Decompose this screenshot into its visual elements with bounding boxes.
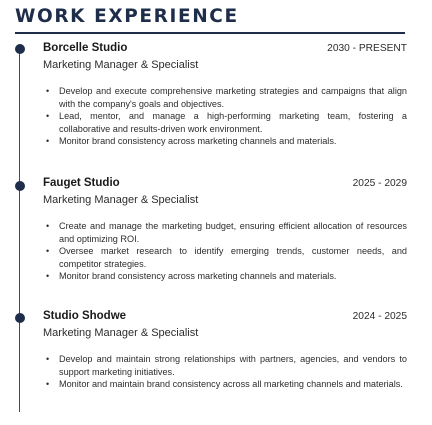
bullet-icon: • <box>46 86 50 96</box>
timeline-dot <box>15 181 25 191</box>
bullet-icon: • <box>46 354 50 364</box>
experience-entry <box>43 177 407 283</box>
responsibility-text: Lead, mentor, and manage a high-performing marketing team, fostering a collaborative and results-driven work environment. <box>59 111 407 134</box>
responsibility-text: Monitor brand consistency across marketing channels and materials. <box>59 136 337 147</box>
responsibility-item <box>43 245 407 270</box>
bullet-icon: • <box>46 136 50 147</box>
bullet-icon: • <box>46 379 50 390</box>
responsibility-item <box>43 270 407 283</box>
entry-header <box>43 177 407 194</box>
section-title: WORK EXPERIENCE <box>15 6 239 27</box>
responsibility-text: Oversee market research to identify emerging trends, customer needs, and competitor strategies. <box>59 246 407 269</box>
responsibility-item <box>43 353 407 378</box>
responsibility-text: Develop and execute comprehensive marketing strategies and campaigns that align with the company's goals and objectives. <box>59 86 407 109</box>
responsibility-list <box>43 353 407 391</box>
responsibility-text: Develop and maintain strong relationships with partners, agencies, and vendors to support marketing initiatives. <box>59 354 407 377</box>
timeline-dot <box>15 313 25 323</box>
responsibility-item <box>43 135 407 148</box>
company-name: Borcelle Studio <box>43 42 128 54</box>
responsibility-text: Create and manage the marketing budget, ensuring efficient allocation of resources and optimizing ROI. <box>59 221 407 244</box>
entry-header <box>43 42 407 59</box>
responsibility-text: Monitor and maintain brand consistency across all marketing channels and materials. <box>59 379 403 390</box>
company-name: Fauget Studio <box>43 177 120 189</box>
responsibility-item <box>43 110 407 135</box>
bullet-icon: • <box>46 271 50 282</box>
experience-entry <box>43 310 407 391</box>
job-title: Marketing Manager & Specialist <box>43 59 199 71</box>
employment-dates: 2025 - 2029 <box>352 178 407 189</box>
job-title: Marketing Manager & Specialist <box>43 194 199 206</box>
job-title: Marketing Manager & Specialist <box>43 327 199 339</box>
title-divider <box>15 32 405 34</box>
company-name: Studio Shodwe <box>43 310 127 322</box>
entry-header <box>43 310 407 327</box>
responsibility-item <box>43 85 407 110</box>
employment-dates: 2030 - PRESENT <box>327 43 407 54</box>
responsibility-item <box>43 220 407 245</box>
experience-entry <box>43 42 407 148</box>
bullet-icon: • <box>46 246 50 257</box>
bullet-icon: • <box>46 221 50 231</box>
bullet-icon: • <box>46 111 50 122</box>
responsibility-text: Monitor brand consistency across marketing channels and materials. <box>59 271 337 282</box>
employment-dates: 2024 - 2025 <box>352 311 407 322</box>
responsibility-item <box>43 378 407 391</box>
responsibility-list <box>43 85 407 148</box>
timeline-line <box>19 46 20 412</box>
timeline-dot <box>15 44 25 54</box>
responsibility-list <box>43 220 407 283</box>
